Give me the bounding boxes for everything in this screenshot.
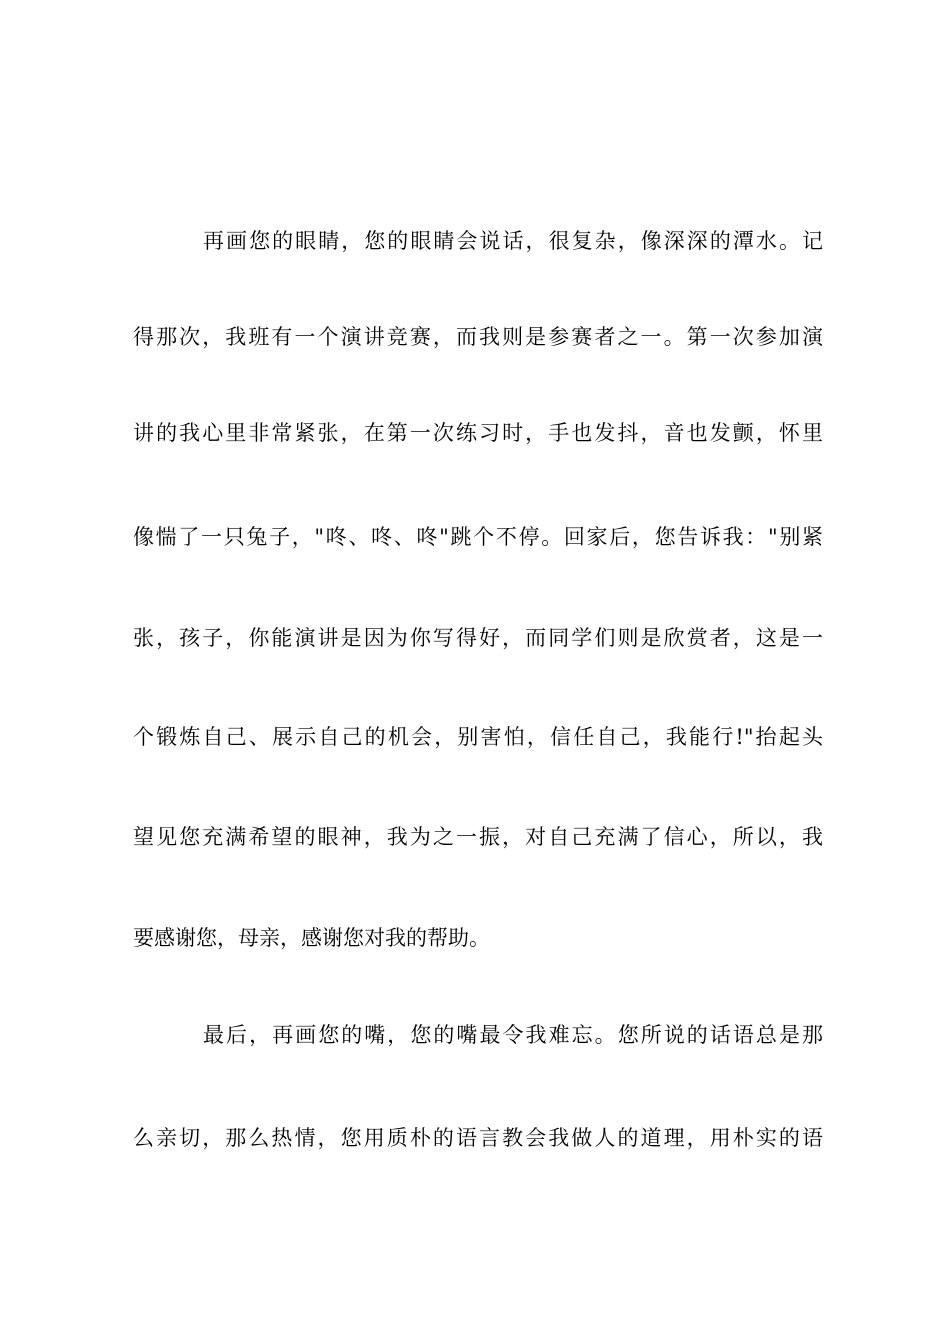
paragraph-2-line-2: 么亲切，那么热情，您用质朴的语言教会我做人的道理，用朴实的语 [133,1126,823,1150]
paragraph-1-line-5: 张，孩子，你能演讲是因为你写得好，而同学们则是欣赏者，这是一 [133,626,823,650]
paragraph-1-line-7: 望见您充满希望的眼神，我为之一振，对自己充满了信心，所以，我 [133,825,823,849]
paragraph-1-line-8: 要感谢您，母亲，感谢您对我的帮助。 [133,926,490,950]
paragraph-1-line-3: 讲的我心里非常紧张，在第一次练习时，手也发抖，音也发颤，怀里 [133,421,823,445]
paragraph-1-line-4: 像惴了一只兔子，"咚、咚、咚"跳个不停。回家后，您告诉我："别紧 [133,525,823,549]
paragraph-1-line-1: 再画您的眼睛，您的眼睛会说话，很复杂，像深深的潭水。记 [203,229,823,253]
paragraph-2-line-1: 最后，再画您的嘴，您的嘴最令我难忘。您所说的话语总是那 [203,1023,823,1047]
paragraph-1-line-6: 个锻炼自己、展示自己的机会，别害怕，信任自己，我能行!"抬起头 [133,725,823,749]
paragraph-1-line-2: 得那次，我班有一个演讲竞赛，而我则是参赛者之一。第一次参加演 [133,325,823,349]
